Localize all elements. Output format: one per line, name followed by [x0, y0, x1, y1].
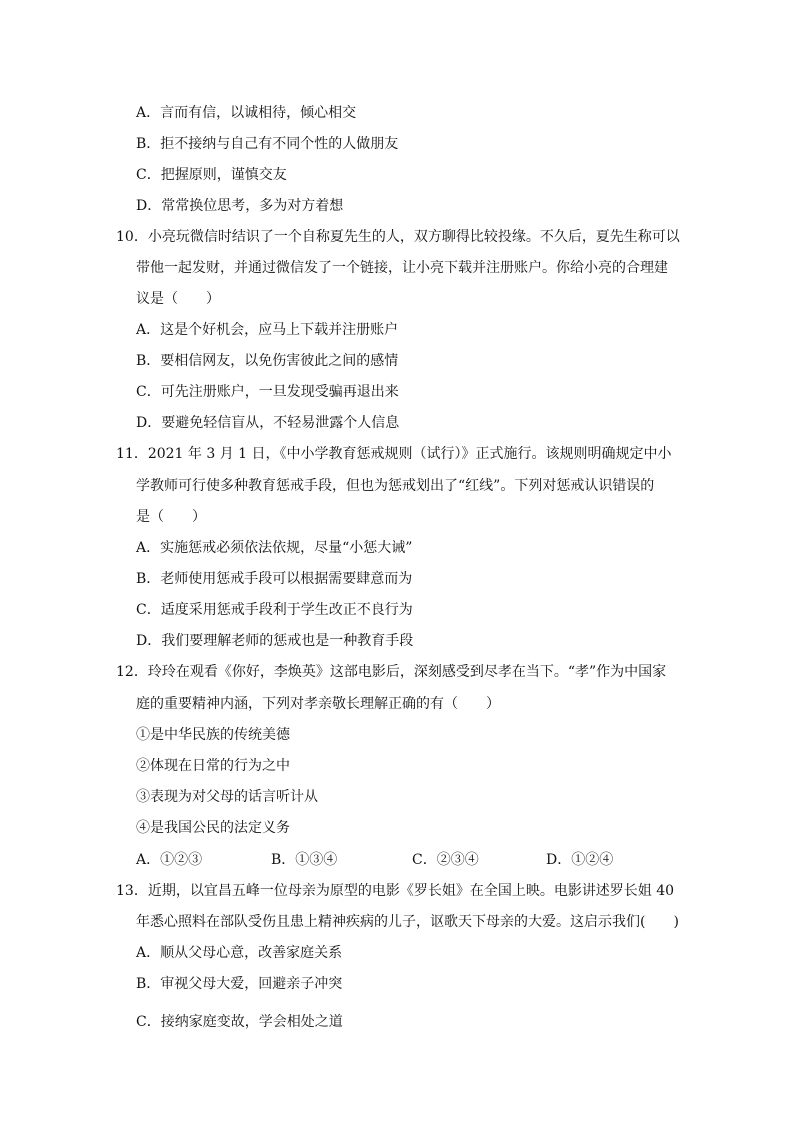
q10-option-d: D．要避免轻信盲从，不轻易泄露个人信息	[136, 415, 400, 431]
q12-option-b: B．①③④	[271, 852, 338, 868]
q13-option-a: A．顺从父母心意，改善家庭关系	[136, 945, 343, 961]
q11-stem-line-3: 是（ ）	[136, 509, 206, 525]
q13-option-c: C．接纳家庭变故，学会相处之道	[136, 1014, 343, 1030]
q10-option-a: A．这是个好机会，应马上下载并注册账户	[136, 322, 399, 338]
q12-statement-4: ④是我国公民的法定义务	[136, 820, 290, 836]
q11-option-a: A．实施惩戒必须依法依规，尽量“小惩大诫”	[136, 540, 413, 556]
q11-option-b: B．老师使用惩戒手段可以根据需要肆意而为	[136, 571, 413, 587]
q10-stem-line-1: 10．小亮玩微信时结识了一个自称夏先生的人，双方聊得比较投缘。不久后，夏先生称可以	[116, 229, 680, 245]
q9-option-c: C．把握原则，谨慎交友	[136, 167, 287, 183]
q13-stem-line-2: 年悉心照料在部队受伤且患上精神疾病的儿子，讴歌天下母亲的大爱。这启示我们( )	[136, 914, 679, 930]
q12-statement-2: ②体现在日常的行为之中	[136, 758, 290, 774]
q13-stem-line-1: 13．近期，以宜昌五峰一位母亲为原型的电影《罗长姐》在全国上映。电影讲述罗长姐 40	[116, 883, 675, 899]
q11-stem-line-1: 11．2021 年 3 月 1 日，《中小学教育惩戒规则（试行）》正式施行。该规则明确规定中小	[116, 446, 672, 462]
q12-statement-3: ③表现为对父母的话言听计从	[136, 789, 318, 805]
q12-option-a: A．①②③	[136, 852, 203, 868]
q12-options-row	[136, 850, 656, 870]
q11-option-c: C．适度采用惩戒手段利于学生改正不良行为	[136, 602, 413, 618]
q11-stem-line-2: 学教师可行使多种教育惩戒手段，但也为惩戒划出了“红线”。下列对惩戒认识错误的	[136, 478, 655, 494]
q10-option-b: B．要相信网友，以免伤害彼此之间的感情	[136, 353, 399, 369]
q12-stem-line-2: 庭的重要精神内涵，下列对孝亲敬长理解正确的有（ ）	[136, 696, 500, 712]
q12-option-c: C．②③④	[412, 852, 479, 868]
q9-option-d: D．常常换位思考，多为对方着想	[136, 198, 344, 214]
q10-stem-line-3: 议是（ ）	[136, 291, 220, 307]
q12-statement-1: ①是中华民族的传统美德	[136, 727, 290, 743]
q10-stem-line-2: 带他一起发财，并通过微信发了一个链接，让小亮下载并注册账户。你给小亮的合理建	[136, 260, 668, 276]
q10-option-c: C．可先注册账户，一旦发现受骗再退出来	[136, 384, 399, 400]
q13-option-b: B．审视父母大爱，回避亲子冲突	[136, 976, 343, 992]
q12-option-d: D．①②④	[546, 852, 614, 868]
q9-option-b: B．拒不接纳与自己有不同个性的人做朋友	[136, 136, 399, 152]
q11-option-d: D．我们要理解老师的惩戒也是一种教育手段	[136, 633, 414, 649]
q12-stem-line-1: 12．玲玲在观看《你好，李焕英》这部电影后，深刻感受到尽孝在当下。“孝”作为中国家	[116, 664, 667, 680]
q9-option-a: A．言而有信，以诚相待，倾心相交	[136, 105, 357, 121]
